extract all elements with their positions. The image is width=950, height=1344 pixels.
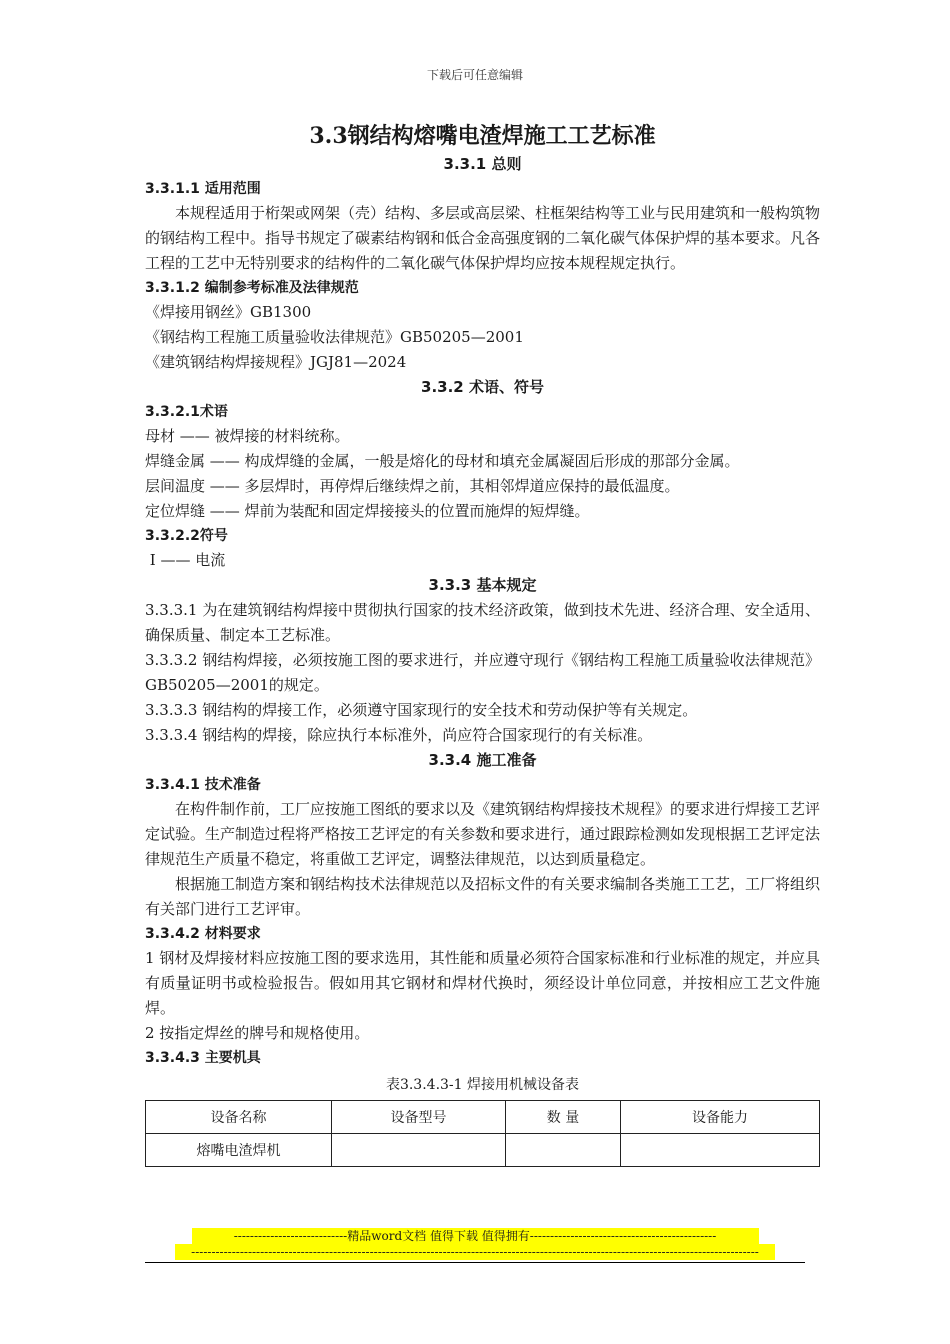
section-heading-334: 3.3.4 施工准备 bbox=[428, 751, 537, 769]
term-item: 焊缝金属 —— 构成焊缝的金属，一般是熔化的母材和填充金属凝固后形成的那部分金属。 bbox=[145, 452, 740, 470]
heading-3321: 3.3.2.1术语 bbox=[145, 404, 228, 420]
footer-rule bbox=[145, 1262, 805, 1263]
table-cell bbox=[621, 1134, 820, 1167]
heading-3312: 3.3.1.2 编制参考标准及法律规范 bbox=[145, 280, 359, 296]
paragraph-scope: 本规程适用于桁架或网架（壳）结构、多层或高层梁、柱框架结构等工业与民用建筑和一般构筑物的钢结构工程中。指导书规定了碳素结构钢和低合金高强度钢的二氧化碳气体保护焊的基本要求。凡各工程的工艺中无特别要求的结构件的二氧化碳气体保护焊均应按本规程规定执行。 bbox=[145, 204, 821, 272]
paragraph-material-1: 1 钢材及焊接材料应按施工图的要求选用，其性能和质量必须符合国家标准和行业标准的规定，并应具有质量证明书或检验报告。假如用其它钢材和焊材代换时，须经设计单位同意，并按相应工艺文件施焊。 bbox=[145, 949, 820, 1017]
table-row bbox=[146, 1134, 820, 1167]
heading-3341: 3.3.4.1 技术准备 bbox=[145, 777, 261, 793]
rule-item: 3.3.3.1 为在建筑钢结构焊接中贯彻执行国家的技术经济政策，做到技术先进、经济合理、安全适用、确保质量、制定本工艺标准。 bbox=[145, 601, 820, 644]
rule-item: 3.3.3.4 钢结构的焊接，除应执行本标准外，尚应符合国家现行的有关标准。 bbox=[145, 726, 653, 744]
paragraph-tech-prep: 在构件制作前，工厂应按施工图纸的要求以及《建筑钢结构焊接技术规程》的要求进行焊接工艺评定试验。生产制造过程将严格按工艺评定的有关参数和要求进行，通过跟踪检测如发现根据工艺评定法律规范生产质量不稳定，将重做工艺评定，调整法律规范，以达到质量稳定。 bbox=[145, 800, 821, 868]
term-item: 层间温度 —— 多层焊时，再停焊后继续焊之前，其相邻焊道应保持的最低温度。 bbox=[145, 477, 680, 495]
term-item: 定位焊缝 —— 焊前为装配和固定焊接接头的位置而施焊的短焊缝。 bbox=[145, 502, 590, 520]
section-heading-331: 3.3.1 总则 bbox=[443, 155, 522, 173]
footer-line-2: -------------------------------------------------------------------------------------------------------------------------------------------- bbox=[175, 1244, 775, 1260]
table-cell bbox=[506, 1134, 621, 1167]
heading-3311: 3.3.1.1 适用范围 bbox=[145, 181, 261, 197]
footer-banner bbox=[0, 1228, 950, 1260]
reference-item: 《焊接用钢丝》GB1300 bbox=[145, 303, 312, 321]
table-header-row bbox=[146, 1101, 820, 1134]
table-cell bbox=[332, 1134, 506, 1167]
paragraph-material-2: 2 按指定焊丝的牌号和规格使用。 bbox=[145, 1024, 370, 1042]
heading-3342: 3.3.4.2 材料要求 bbox=[145, 926, 261, 942]
symbol-item: I —— 电流 bbox=[145, 551, 226, 569]
reference-item: 《钢结构工程施工质量验收法律规范》GB50205—2001 bbox=[145, 328, 524, 346]
download-note: 下载后可任意编辑 bbox=[426, 68, 523, 82]
rule-item: 3.3.3.3 钢结构的焊接工作，必须遵守国家现行的安全技术和劳动保护等有关规定。 bbox=[145, 701, 698, 719]
heading-3343: 3.3.4.3 主要机具 bbox=[145, 1050, 261, 1066]
paragraph-tech-prep-2: 根据施工制造方案和钢结构技术法律规范以及招标文件的有关要求编制各类施工工艺，工厂将组织有关部门进行工艺评审。 bbox=[145, 875, 821, 918]
heading-3322: 3.3.2.2符号 bbox=[145, 528, 228, 544]
equipment-table bbox=[145, 1100, 820, 1167]
rule-item: 3.3.3.2 钢结构焊接，必须按施工图的要求进行，并应遵守现行《钢结构工程施工质量验收法律规范》GB50205—2001的规定。 bbox=[145, 651, 820, 694]
table-header-cell: 设备名称 bbox=[146, 1101, 332, 1134]
footer-line-1: ----------------------------精品word文档 值得下载 值得拥有---------------------------------------------- bbox=[192, 1228, 759, 1244]
section-heading-332: 3.3.2 术语、符号 bbox=[421, 378, 544, 396]
table-caption: 表3.3.4.3-1 焊接用机械设备表 bbox=[385, 1077, 580, 1093]
document-body bbox=[145, 120, 820, 1167]
table-cell: 熔嘴电渣焊机 bbox=[146, 1134, 332, 1167]
section-heading-333: 3.3.3 基本规定 bbox=[428, 576, 537, 594]
table-header-cell: 设备型号 bbox=[332, 1101, 506, 1134]
reference-item: 《建筑钢结构焊接规程》JGJ81—2024 bbox=[145, 353, 407, 371]
term-item: 母材 —— 被焊接的材料统称。 bbox=[145, 427, 350, 445]
table-header-cell: 设备能力 bbox=[621, 1101, 820, 1134]
document-title: 3.3钢结构熔嘴电渣焊施工工艺标准 bbox=[309, 123, 656, 149]
table-header-cell: 数 量 bbox=[506, 1101, 621, 1134]
